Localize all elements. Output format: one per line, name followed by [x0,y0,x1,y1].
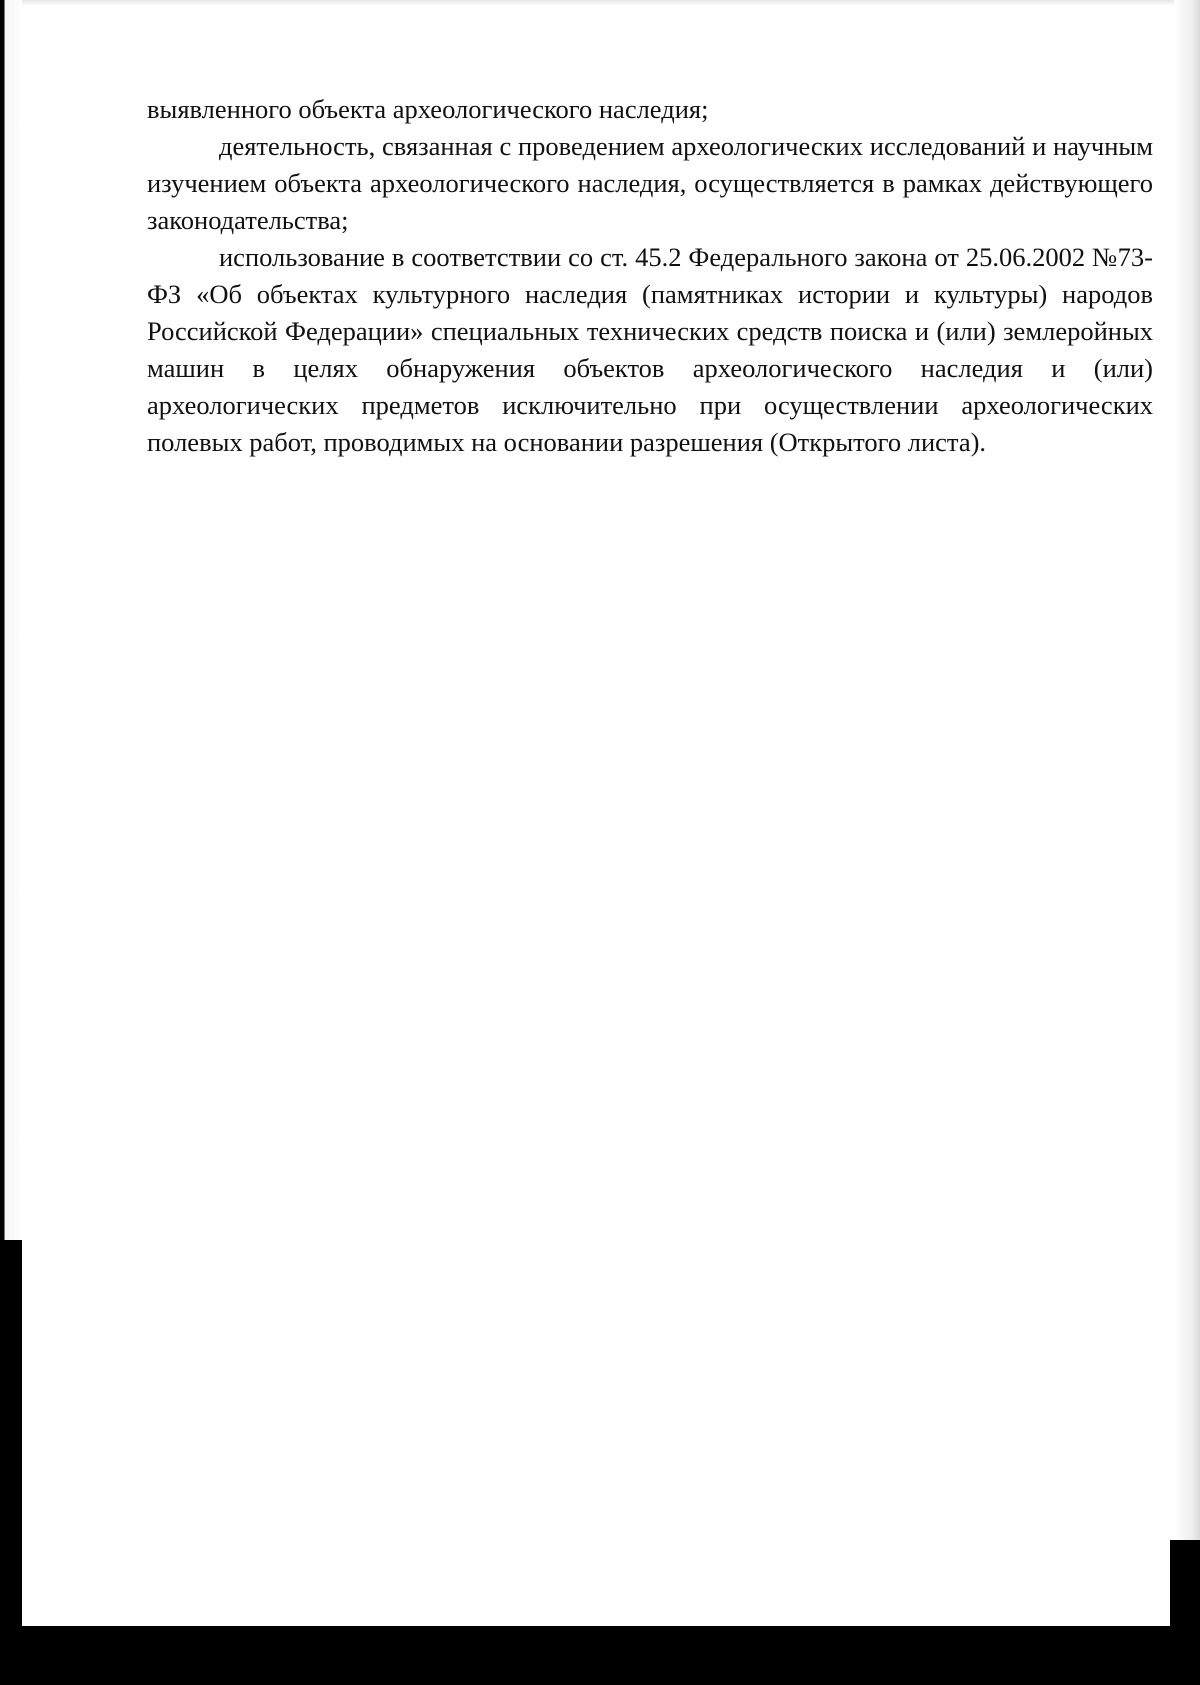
document-body [147,91,1153,461]
paragraph-technical-means: использование в соответствии со ст. 45.2 Федерального закона от 25.06.2002 №73-ФЗ «Об объектах культурного наследия (памятниках истории и культуры) народов Российской Федерации» специальных технических средств поиска и (или) землеройных машин в целях обнаружения объектов археологического наследия и (или) археологических предметов исключительно при осуществлении археологических полевых работ, проводимых на основании разрешения (Открытого листа). [147,242,1153,457]
paragraph-continuation: выявленного объекта археологического наследия; [147,94,709,124]
scan-top-edge [0,0,1200,6]
scan-left-dark-strip [0,1240,22,1685]
scan-right-edge [1174,0,1200,1685]
paragraph-research-activity: деятельность, связанная с проведением археологических исследований и научным изучением объекта археологического наследия, осуществляется в рамках действующего законодательства; [147,131,1153,235]
scan-bottom-dark-strip [0,1626,1200,1685]
